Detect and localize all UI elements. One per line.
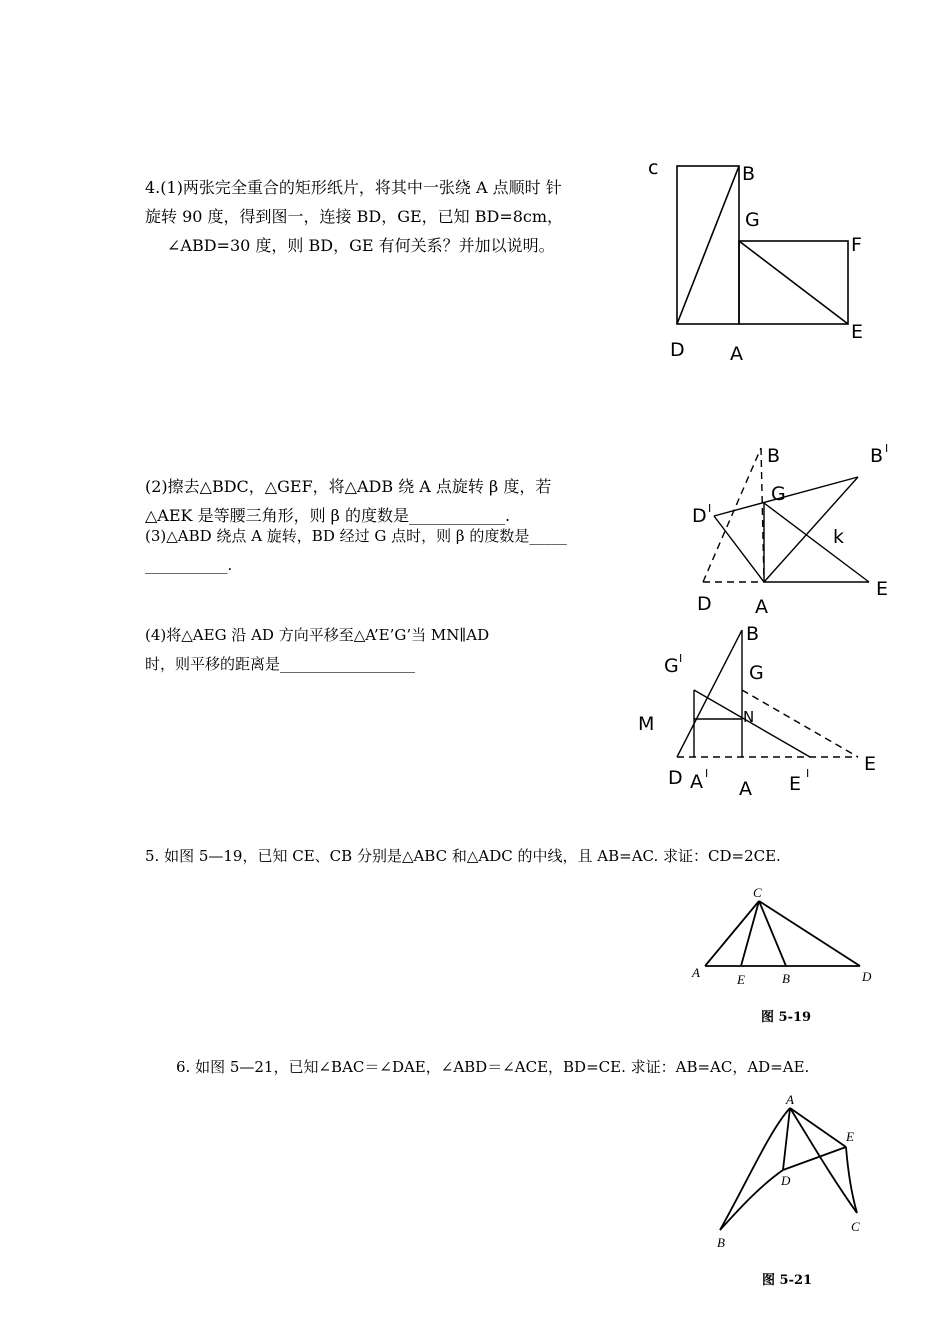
fig2-label-d: D bbox=[697, 593, 712, 615]
fig521-label-a: A bbox=[786, 1092, 794, 1107]
fig521-label-e: E bbox=[846, 1129, 854, 1144]
fig1-label-g: G bbox=[745, 209, 760, 231]
fig3-prime-a1: I bbox=[705, 767, 709, 780]
p4-line-1: 4.(1)两张完全重合的矩形纸片，将其中一张绕 A 点顺时 针 bbox=[145, 178, 562, 197]
fig519-line-ca bbox=[705, 901, 759, 966]
fig3-label-e: E bbox=[864, 753, 877, 775]
fig519-line-ce bbox=[741, 901, 759, 966]
fig519-caption: 图 5-19 bbox=[761, 1010, 812, 1025]
problem-4-part4 bbox=[145, 621, 605, 679]
fig1-line-bd bbox=[677, 166, 739, 324]
p4-part3-line-1: (3)△ABD 绕点 A 旋转，BD 经过 G 点时，则 β 的度数是_____ bbox=[145, 527, 567, 545]
fig521-caption: 图 5-21 bbox=[762, 1273, 813, 1288]
problem-6-text: 6. 如图 5—21，已知∠BAC＝∠DAE，∠ABD＝∠ACE，BD=CE. 求证：AB=AC，AD=AE. bbox=[176, 1058, 810, 1076]
fig3-label-b: B bbox=[746, 623, 760, 645]
fig521-line-ab bbox=[720, 1108, 790, 1230]
fig3-label-d: D bbox=[668, 767, 683, 789]
fig2-dash-b-a bbox=[761, 448, 764, 582]
fig2-label-e: E bbox=[876, 578, 889, 600]
fig2-label-k: k bbox=[833, 526, 845, 548]
fig2-label-d1: D bbox=[692, 505, 707, 527]
fig3-label-g1: G bbox=[664, 655, 679, 677]
problem-4-part1 bbox=[145, 173, 615, 260]
fig3-label-e1: E bbox=[789, 773, 802, 795]
fig1-label-d: D bbox=[670, 339, 685, 361]
fig2-prime-d1: I bbox=[708, 502, 712, 515]
fig521-line-ac bbox=[790, 1108, 857, 1213]
fig521-label-b: B bbox=[717, 1235, 725, 1250]
fig519-label-b: B bbox=[782, 971, 790, 986]
p4-line-3: ∠ABD=30 度，则 BD，GE 有何关系？并加以说明。 bbox=[167, 236, 555, 255]
fig3-label-a: A bbox=[739, 778, 752, 800]
fig519-line-cb bbox=[759, 901, 786, 966]
fig3-prime-g1: I bbox=[679, 652, 683, 665]
fig519-label-d: D bbox=[862, 969, 872, 984]
fig2-line-a-d1 bbox=[714, 516, 764, 582]
p4-part3-line-2: ___________. bbox=[145, 556, 233, 574]
fig521-label-d: D bbox=[781, 1173, 791, 1188]
p4-part2-line-2: △AEK 是等腰三角形，则 β 的度数是____________. bbox=[145, 506, 511, 525]
fig521-label-c: C bbox=[851, 1219, 860, 1234]
fig2-line-g-e bbox=[764, 503, 869, 582]
fig1-rect-agfe bbox=[739, 241, 848, 324]
fig2-label-a: A bbox=[755, 596, 768, 618]
fig521-line-ad bbox=[783, 1108, 790, 1170]
fig519-line-cd bbox=[759, 901, 860, 966]
fig521-line-ec bbox=[846, 1147, 857, 1213]
fig1-label-b: B bbox=[742, 163, 756, 185]
fig1-label-f: F bbox=[851, 234, 862, 256]
fig2-dash-d-b bbox=[703, 448, 761, 582]
fig519-label-a: A bbox=[692, 965, 700, 980]
fig3-label-a1: A bbox=[690, 771, 703, 793]
fig3-prime-e1: I bbox=[806, 767, 810, 780]
problem-5-text: 5. 如图 5—19，已知 CE、CB 分别是△ABC 和△ADC 的中线，且 AB=AC. 求证：CD=2CE. bbox=[145, 847, 781, 865]
fig519-label-e: E bbox=[737, 972, 745, 987]
fig519-label-c: C bbox=[753, 885, 762, 900]
fig521-line-ae bbox=[790, 1108, 846, 1147]
fig1-label-a: A bbox=[730, 343, 743, 365]
fig2-label-b: B bbox=[767, 445, 781, 467]
fig1-rect-abcd bbox=[677, 166, 739, 324]
p4-line-2: 旋转 90 度，得到图一，连接 BD，GE，已知 BD=8cm， bbox=[145, 207, 564, 226]
fig2-line-a-b1 bbox=[764, 477, 858, 582]
fig2-line-d1-b1 bbox=[714, 477, 858, 516]
fig2-prime-b1: I bbox=[885, 442, 889, 455]
p4-part4-line-2: 时，则平移的距离是__________________ bbox=[145, 655, 416, 673]
fig3-dash-g-e bbox=[742, 690, 858, 757]
fig2-label-b1: B bbox=[870, 445, 884, 467]
fig1-label-e: E bbox=[851, 321, 864, 343]
p4-part4-line-1: (4)将△AEG 沿 AD 方向平移至△A’E’G’当 MN∥AD bbox=[145, 626, 490, 644]
fig3-label-g: G bbox=[749, 662, 764, 684]
fig521-line-bd bbox=[720, 1170, 783, 1230]
fig521-line-de bbox=[783, 1147, 846, 1170]
p4-part2-line-1: (2)擦去△BDC，△GEF，将△ADB 绕 A 点旋转 β 度，若 bbox=[145, 477, 552, 496]
fig1-label-c: c bbox=[648, 157, 659, 179]
fig2-label-g: G bbox=[771, 483, 786, 505]
problem-4-part3 bbox=[145, 522, 665, 580]
fig3-label-m: M bbox=[638, 713, 655, 735]
fig3-line-d-b bbox=[677, 630, 742, 757]
fig3-line-g1-e1 bbox=[694, 690, 810, 757]
fig1-line-ge bbox=[739, 241, 848, 324]
fig3-label-n: N bbox=[743, 708, 755, 726]
